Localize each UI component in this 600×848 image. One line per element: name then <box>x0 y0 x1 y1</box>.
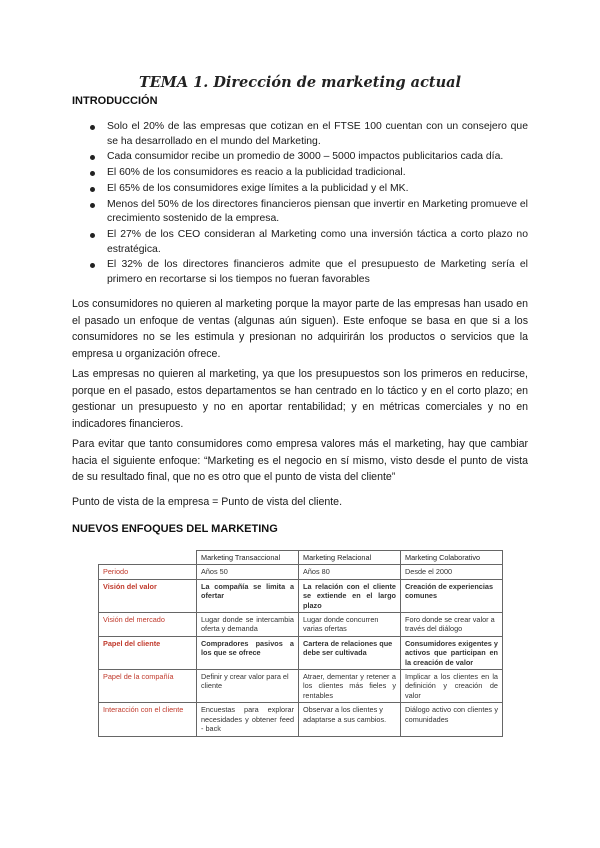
row-label: Periodo <box>99 565 197 579</box>
bullet-dot-icon <box>90 125 95 130</box>
table-cell: Desde el 2000 <box>401 565 503 579</box>
table-row <box>99 613 503 637</box>
bullet-text: Cada consumidor recibe un promedio de 3000 – 5000 impactos publicitarios cada día. <box>107 151 504 163</box>
marketing-approaches-table <box>98 550 503 737</box>
table-row <box>99 670 503 703</box>
table-header-row <box>99 551 503 565</box>
list-item <box>90 198 528 227</box>
list-item <box>90 182 528 197</box>
bullet-text: Solo el 20% de las empresas que cotizan en el FTSE 100 cuentan con un consejero que se ha desarrollado en el mundo del Marketing. <box>107 121 528 147</box>
table-row <box>99 636 503 669</box>
list-item <box>90 120 528 149</box>
table-cell: Implicar a los clientes en la definición y creación de valor <box>401 670 503 703</box>
table-cell: Definir y crear valor para el cliente <box>197 670 299 703</box>
table-cell: Creación de experiencias comunes <box>401 579 503 612</box>
table-corner-cell <box>99 551 197 565</box>
bullet-text: El 32% de los directores financieros admite que el presupuesto de Marketing sería el primero en recortarse si los tiempos no fueran favorables <box>107 259 528 286</box>
table-cell: Años 50 <box>197 565 299 579</box>
column-header: Marketing Transaccional <box>197 551 299 565</box>
table-row <box>99 579 503 612</box>
bullet-dot-icon <box>90 203 95 208</box>
intro-heading: INTRODUCCIÓN <box>72 95 158 107</box>
bullet-dot-icon <box>90 155 95 160</box>
bullet-text: El 60% de los consumidores es reacio a la publicidad tradicional. <box>107 167 406 179</box>
document-title: TEMA 1. Dirección de marketing actual <box>138 74 462 91</box>
paragraph-companies: Las empresas no quieren al marketing, ya que los presupuestos son los primeros en reducirse, porque en el pasado, estos departamentos se han centrado en lo táctico y en el corto plazo; en gestionar un presupuesto y no en aportar rentabilidad; y en métricas comerciales y no en indicadores financieros. <box>72 368 528 430</box>
bullet-dot-icon <box>90 171 95 176</box>
bullet-text: El 65% de los consumidores exige límites a la publicidad y el MK. <box>107 182 409 194</box>
list-item <box>90 258 528 287</box>
row-label: Interacción con el cliente <box>99 703 197 736</box>
bullet-text: El 27% de los CEO consideran al Marketing como una inversión táctica a corto plazo no estratégica. <box>107 229 528 255</box>
list-item <box>90 166 528 181</box>
row-label: Papel de la compañía <box>99 670 197 703</box>
list-item <box>90 150 528 165</box>
list-item <box>90 228 528 257</box>
paragraph-new-approach: Para evitar que tanto consumidores como empresa valores más el marketing, hay que cambiar hacia el siguiente enfoque: “Marketing es el negocio en sí mismo, visto desde el punto de vista de su resultado final, que no es otro que el punto de vista del cliente” <box>72 438 528 484</box>
bullet-text: Menos del 50% de los directores financieros piensan que invertir en Marketing promueve el crecimiento sostenido de la empresa. <box>107 198 528 225</box>
bullet-dot-icon <box>90 187 95 192</box>
row-label: Papel del cliente <box>99 636 197 669</box>
table-cell: Cartera de relaciones que debe ser cultivada <box>299 636 401 669</box>
table-row <box>99 703 503 736</box>
table-cell: Encuestas para explorar necesidades y obtener feed - back <box>197 703 299 736</box>
table-cell: Diálogo activo con clientes y comunidades <box>401 703 503 736</box>
table-cell: Años 80 <box>299 565 401 579</box>
table-cell: Consumidores exigentes y activos que participan en la creación de valor <box>401 636 503 669</box>
table-cell: La relación con el cliente se extiende en el largo plazo <box>299 579 401 612</box>
table-cell: Foro donde se crear valor a través del diálogo <box>401 613 503 637</box>
table-cell: La compañía se limita a ofertar <box>197 579 299 612</box>
table-cell: Atraer, dementar y retener a los clientes más fieles y rentables <box>299 670 401 703</box>
new-approaches-heading: NUEVOS ENFOQUES DEL MARKETING <box>72 523 278 535</box>
table-cell: Compradores pasivos a los que se ofrece <box>197 636 299 669</box>
intro-bullet-list <box>90 120 528 289</box>
bullet-dot-icon <box>90 263 95 268</box>
table-cell: Lugar donde concurren varias ofertas <box>299 613 401 637</box>
table-row <box>99 565 503 579</box>
bullet-dot-icon <box>90 233 95 238</box>
column-header: Marketing Colaborativo <box>401 551 503 565</box>
row-label: Visión del valor <box>99 579 197 612</box>
table-cell: Observar a los clientes y adaptarse a sus cambios. <box>299 703 401 736</box>
paragraph-point-of-view: Punto de vista de la empresa = Punto de vista del cliente. <box>72 496 343 508</box>
row-label: Visión del mercado <box>99 613 197 637</box>
column-header: Marketing Relacional <box>299 551 401 565</box>
paragraph-consumers: Los consumidores no quieren al marketing porque la mayor parte de las empresas han usado en el pasado un enfoque de ventas (algunas aún siguen). Este enfoque se basa en que si a los consumidores no se les estimula y presionan no adquirirán los productos o servicios que la empresa u organización ofrece. <box>72 298 528 360</box>
table-cell: Lugar donde se intercambia oferta y demanda <box>197 613 299 637</box>
